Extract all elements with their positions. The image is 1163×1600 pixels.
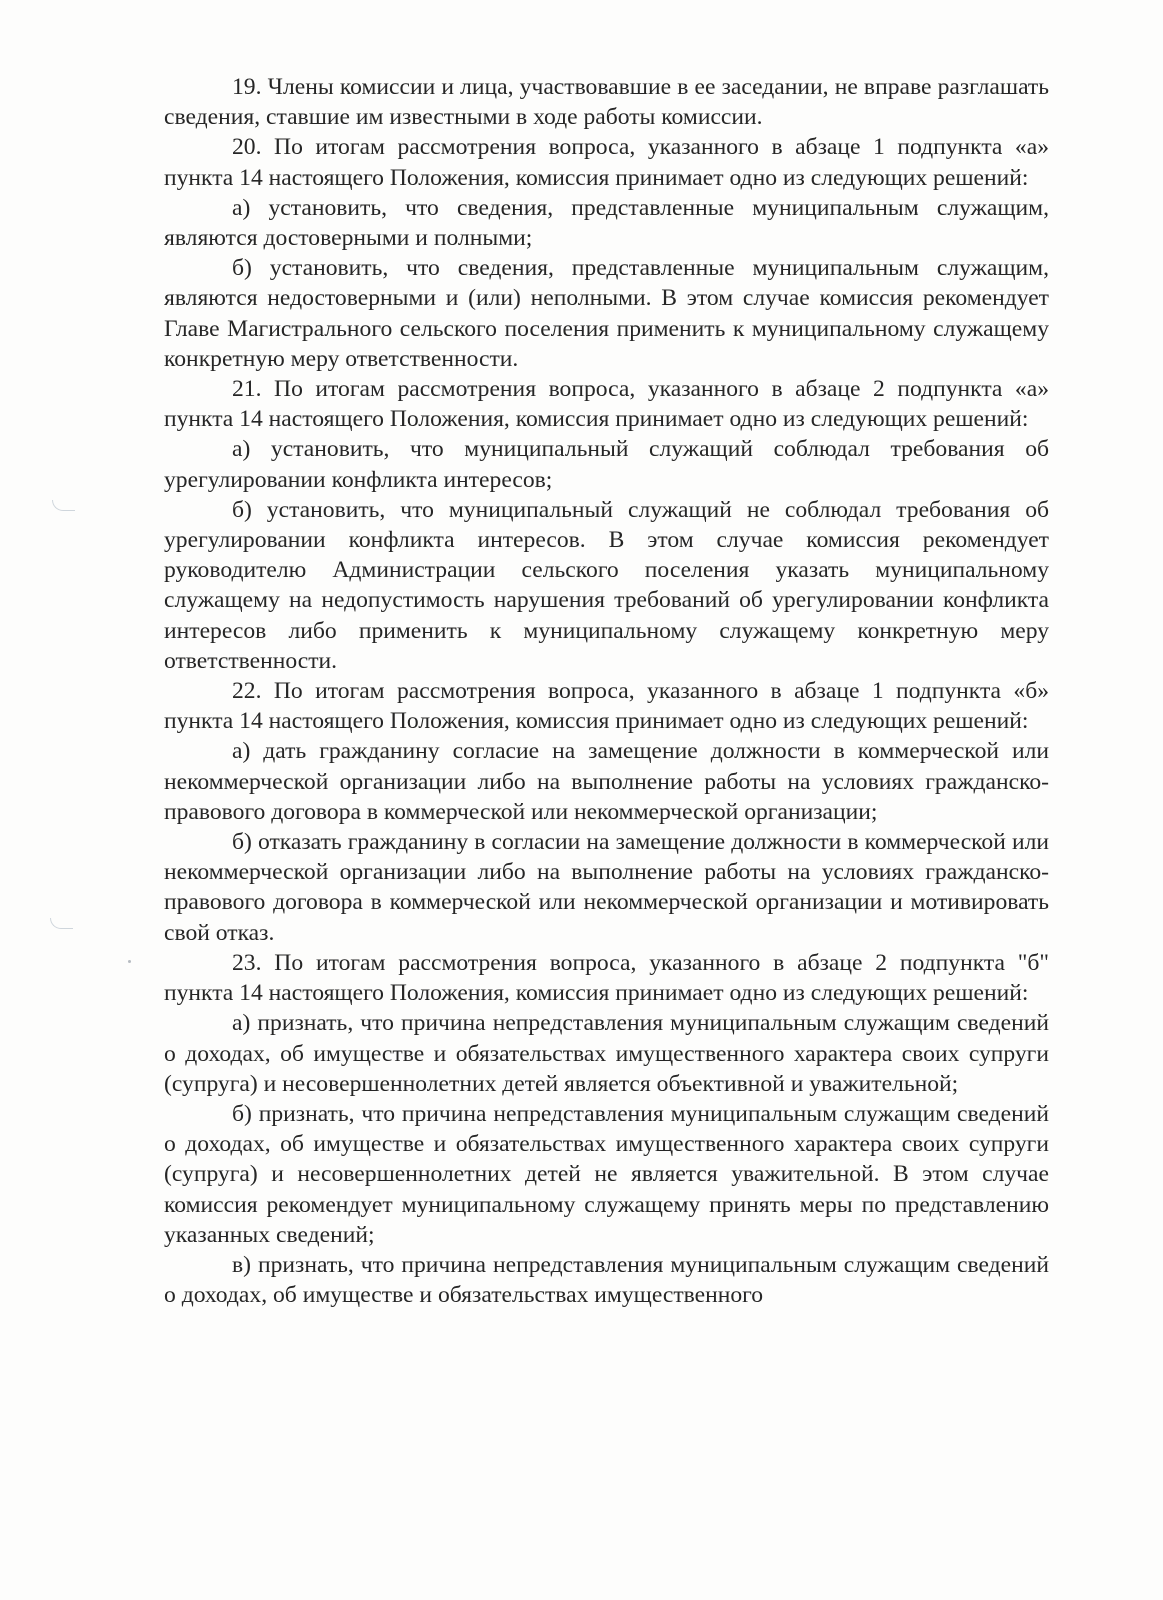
paragraph-20-b: б) установить, что сведения, представленные муниципальным служащим, являются недостоверными и (или) неполными. В этом случае комиссия рекомендует Главе Магистрального сельского поселения применить к муниципальному служащему конкретную меру ответственности. bbox=[164, 255, 1049, 372]
punch-hole-mark bbox=[52, 500, 75, 511]
paragraph-22-b: б) отказать гражданину в согласии на замещение должности в коммерческой или некоммерческой организации либо на выполнение работы на условиях гражданско-правового договора в коммерческой или некоммерческой организации и мотивировать свой отказ. bbox=[164, 829, 1049, 946]
paragraph-19: 19. Члены комиссии и лица, участвовавшие в ее заседании, не вправе разглашать сведения, ставшие им известными в ходе работы комиссии. bbox=[164, 74, 1049, 131]
paragraph-21-a: а) установить, что муниципальный служащий соблюдал требования об урегулировании конфликта интересов; bbox=[164, 436, 1049, 493]
paragraph-21-b: б) установить, что муниципальный служащий не соблюдал требования об урегулировании конфликта интересов. В этом случае комиссия рекомендует руководителю Администрации сельского поселения указать муниципальному служащему на недопустимость нарушения требований об урегулировании конфликта интересов либо применить к муниципальному служащему конкретную меру ответственности. bbox=[164, 496, 1049, 674]
paragraph-21: 21. По итогам рассмотрения вопроса, указанного в абзаце 2 подпункта «а» пункта 14 настоящего Положения, комиссия принимает одно из следующих решений: bbox=[164, 376, 1049, 433]
paragraph-23: 23. По итогам рассмотрения вопроса, указанного в абзаце 2 подпункта "б" пункта 14 настоящего Положения, комиссия принимает одно из следующих решений: bbox=[164, 949, 1049, 1007]
paragraph-23-v: в) признать, что причина непредставления муниципальным служащим сведений о доходах, об имуществе и обязательствах имущественного bbox=[164, 1251, 1049, 1309]
punch-hole-mark bbox=[50, 918, 73, 929]
document-body bbox=[164, 72, 1049, 1310]
paragraph-22: 22. По итогам рассмотрения вопроса, указанного в абзаце 1 подпункта «б» пункта 14 настоящего Положения, комиссия принимает одно из следующих решений: bbox=[164, 678, 1049, 735]
scan-speck bbox=[128, 960, 131, 963]
paragraph-23-b: б) признать, что причина непредставления муниципальным служащим сведений о доходах, об имуществе и обязательствах имущественного характера своих супруги (супруга) и несовершеннолетних детей не является уважительной. В этом случае комиссия рекомендует муниципальному служащему принять меры по представлению указанных сведений; bbox=[164, 1100, 1049, 1248]
paragraph-23-a: а) признать, что причина непредставления муниципальным служащим сведений о доходах, об имуществе и обязательствах имущественного характера своих супруги (супруга) и несовершеннолетних детей является объективной и уважительной; bbox=[164, 1010, 1049, 1097]
paragraph-20-a: а) установить, что сведения, представленные муниципальным служащим, являются достоверными и полными; bbox=[164, 194, 1049, 252]
paragraph-22-a: а) дать гражданину согласие на замещение должности в коммерческой или некоммерческой организации либо на выполнение работы на условиях гражданско-правового договора в коммерческой или некоммерческой организации; bbox=[164, 738, 1049, 825]
paragraph-20: 20. По итогам рассмотрения вопроса, указанного в абзаце 1 подпункта «а» пункта 14 настоящего Положения, комиссия принимает одно из следующих решений: bbox=[164, 134, 1049, 191]
